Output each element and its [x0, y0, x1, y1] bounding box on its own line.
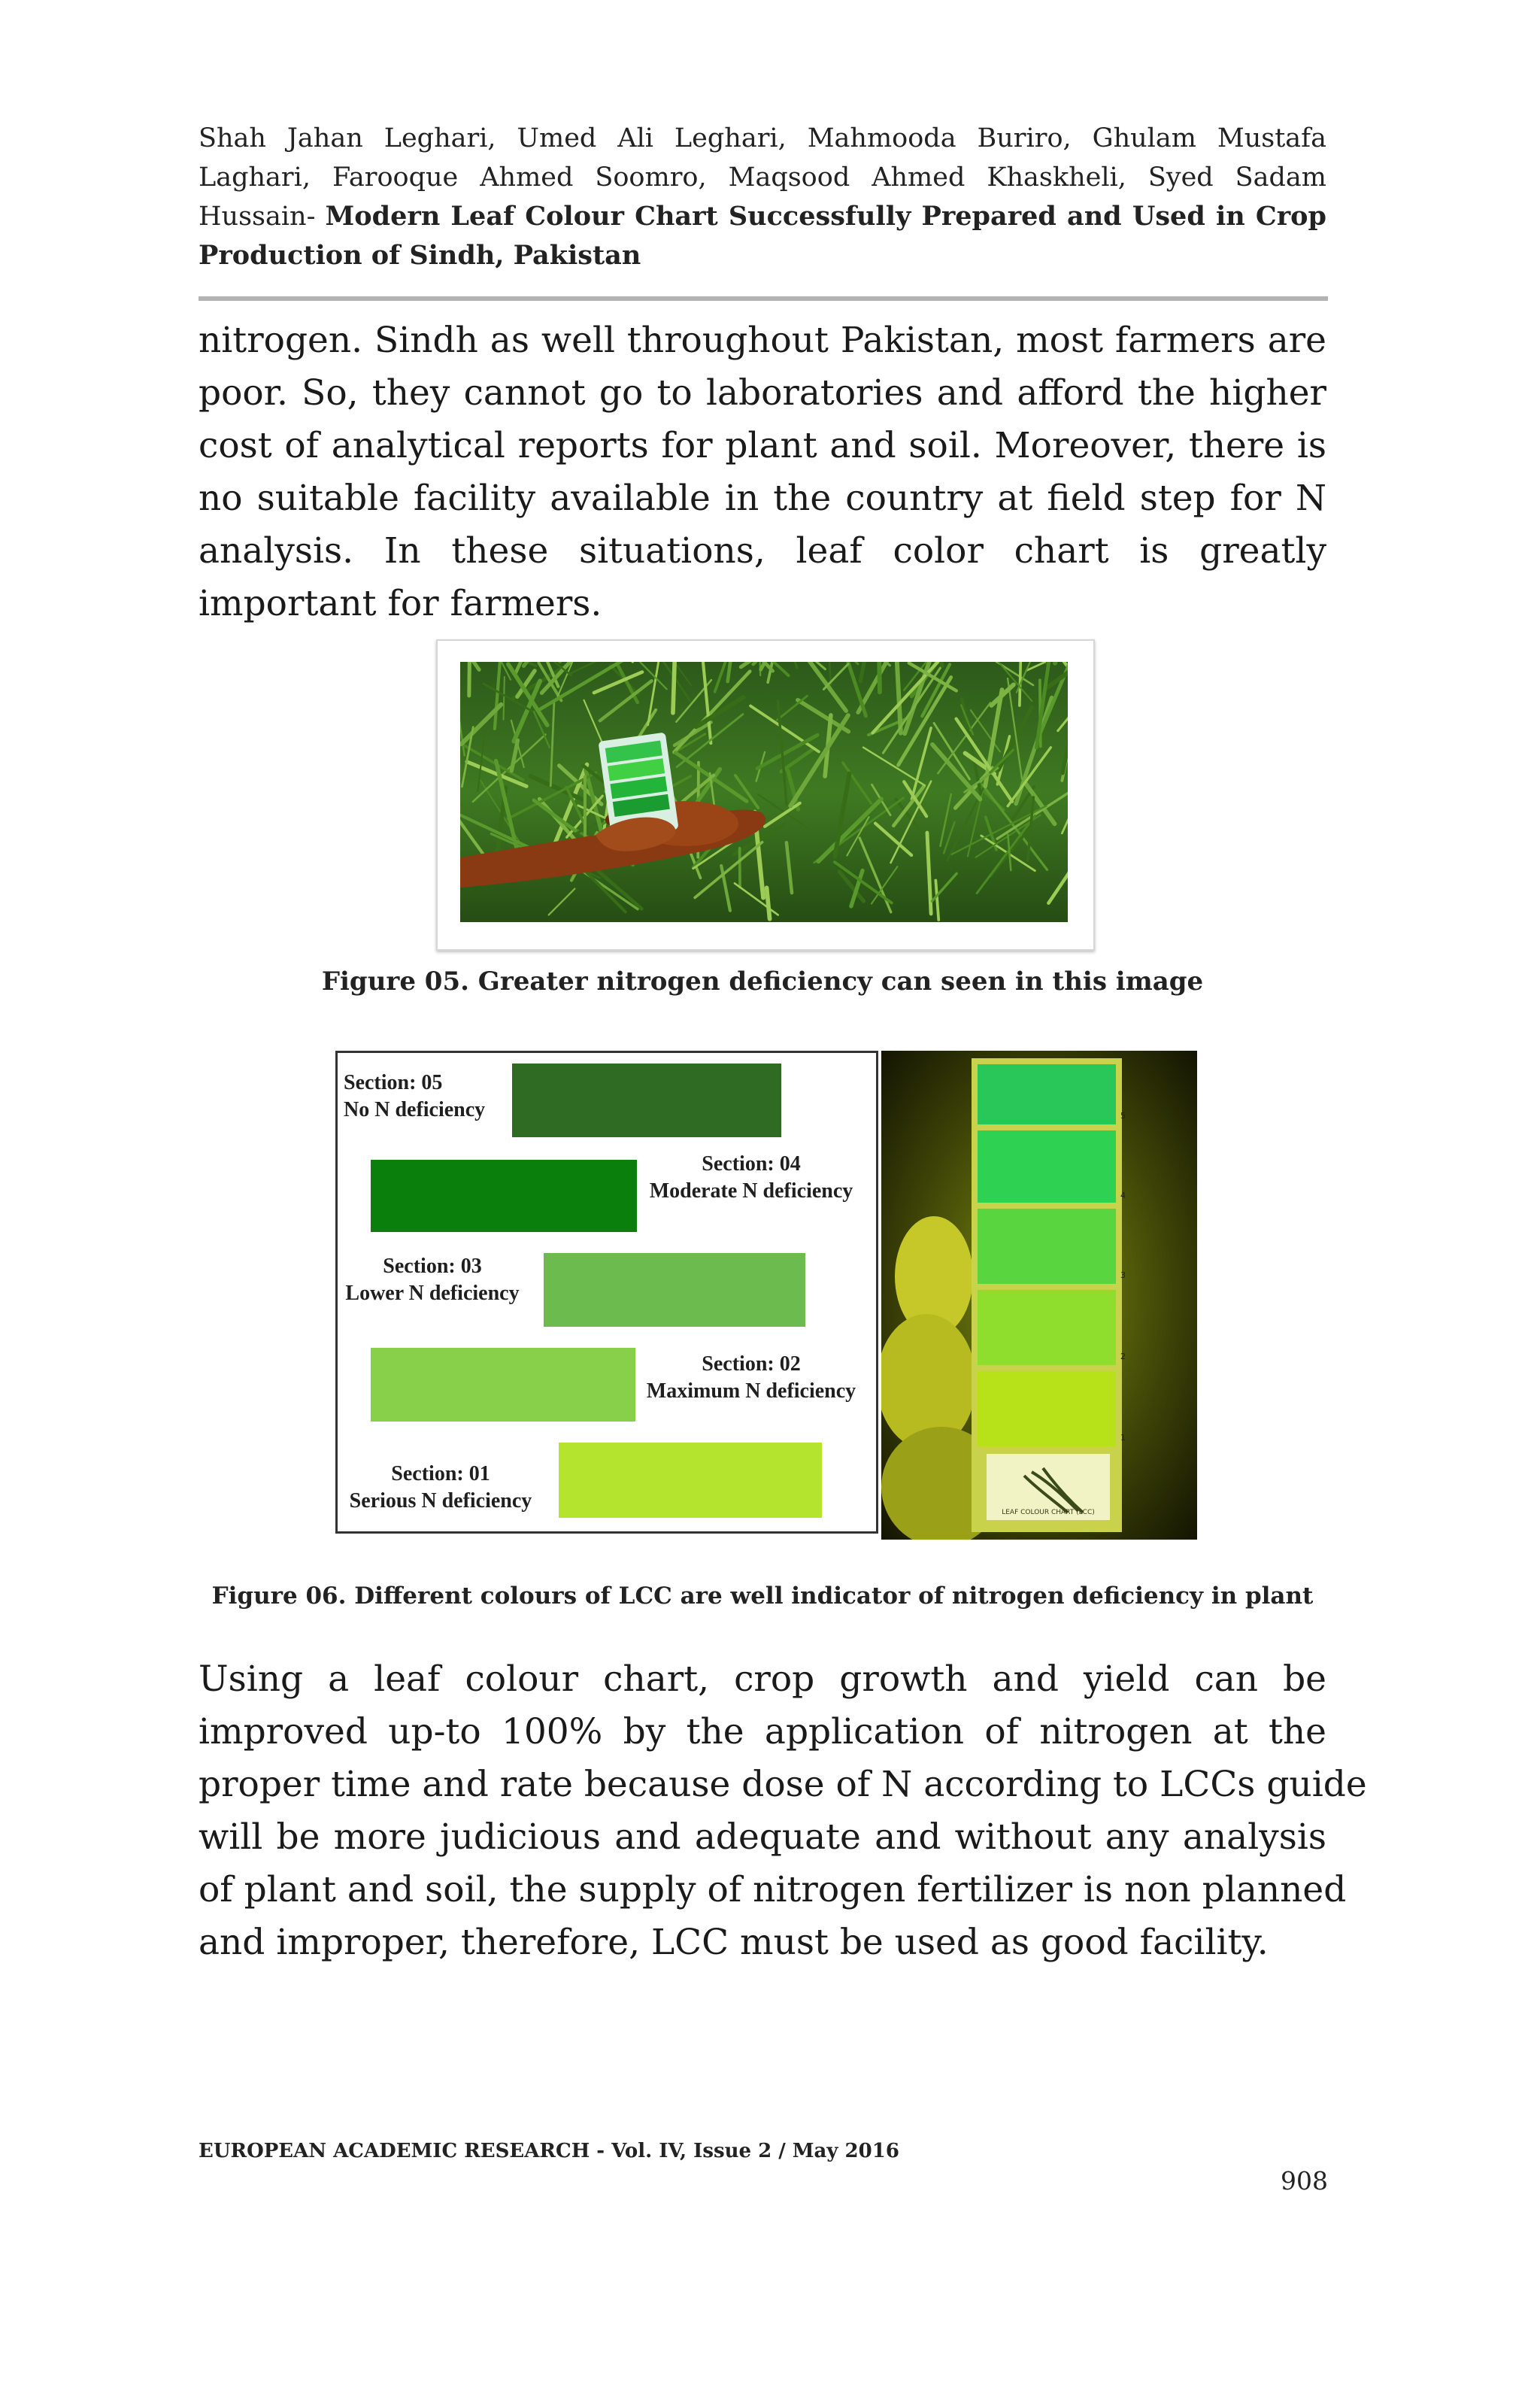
section-02-color-bar [371, 1348, 635, 1422]
section-03-desc: Lower N deficiency [345, 1282, 520, 1305]
text-line: analysis. In these situations, leaf color chart is greatly [199, 530, 1326, 572]
section-04-color-bar [371, 1160, 637, 1232]
text-line: will be more judicious and adequate and without any analysis [199, 1816, 1326, 1858]
lcc-number-2: 2 [1120, 1352, 1126, 1361]
section-03-label [342, 1253, 523, 1307]
lcc-number-4: 4 [1120, 1191, 1126, 1200]
body-paragraph-2 [199, 1653, 1367, 1969]
header-divider [199, 296, 1328, 301]
section-01-label [347, 1461, 535, 1515]
section-02-label [644, 1351, 858, 1405]
header-authors: Shah Jahan Leghari, Umed Ali Leghari, Mahmooda Buriro, Ghulam Mustafa Laghari, Farooque Ahmed Soomro, Maqsood Ahmed Khaskheli, Syed Sadam Hussain- [199, 123, 1326, 232]
text-line: important for farmers. [199, 583, 602, 624]
figure-05-photo [460, 662, 1068, 922]
section-04-title: Section: 04 [702, 1152, 801, 1176]
text-line: cost of analytical reports for plant and soil. Moreover, there is [199, 425, 1326, 466]
text-line: and improper, therefore, LCC must be used as good facility. [199, 1922, 1269, 1963]
section-05-title: Section: 05 [344, 1071, 443, 1094]
text-line: nitrogen. Sindh as well throughout Pakistan, most farmers are [199, 320, 1326, 361]
section-02-desc: Maximum N deficiency [646, 1379, 856, 1403]
lcc-number-3: 3 [1120, 1270, 1126, 1280]
text-line: of plant and soil, the supply of nitrogen fertilizer is non planned [199, 1869, 1347, 1910]
section-03-color-bar [544, 1253, 805, 1327]
lcc-number-1: 1 [1120, 1433, 1126, 1443]
section-04-desc: Moderate N deficiency [649, 1179, 853, 1203]
section-04-label [647, 1151, 855, 1205]
text-line: improved up-to 100% by the application of nitrogen at the [199, 1711, 1326, 1752]
lcc-section-diagram [335, 1051, 878, 1534]
section-05-color-bar [512, 1064, 781, 1137]
section-03-title: Section: 03 [383, 1255, 482, 1278]
body-paragraph-1 [199, 314, 1326, 630]
lcc-chart-label: LEAF COLOUR CHART (LCC) [1002, 1509, 1095, 1516]
text-line: Using a leaf colour chart, crop growth and yield can be [199, 1658, 1326, 1700]
section-01-desc: Serious N deficiency [349, 1489, 532, 1513]
figure-06-caption: Figure 06. Different colours of LCC are well indicator of nitrogen deficiency in plant [211, 1582, 1314, 1610]
section-05-desc: No N deficiency [344, 1098, 486, 1121]
lcc-number-5: 5 [1120, 1111, 1126, 1121]
section-01-title: Section: 01 [391, 1462, 490, 1485]
running-head [199, 119, 1326, 275]
text-line: proper time and rate because dose of N according to LCCs guide [199, 1764, 1367, 1805]
text-line: no suitable facility available in the country at field step for N [199, 478, 1326, 519]
section-01-color-bar [559, 1443, 822, 1518]
text-line: poor. So, they cannot go to laboratories and afford the higher [199, 372, 1326, 414]
section-02-title: Section: 02 [702, 1352, 801, 1376]
page-number: 908 [1281, 2166, 1328, 2195]
header-title: Modern Leaf Colour Chart Successfully Prepared and Used in Crop Production of Sindh, Pakistan [199, 201, 1326, 271]
footer-journal: EUROPEAN ACADEMIC RESEARCH - Vol. IV, Issue 2 / May 2016 [199, 2140, 899, 2162]
figure-06-lcc-photo [881, 1051, 1197, 1540]
figure-05-caption: Figure 05. Greater nitrogen deficiency can seen in this image [321, 966, 1204, 997]
section-05-label [344, 1070, 486, 1124]
